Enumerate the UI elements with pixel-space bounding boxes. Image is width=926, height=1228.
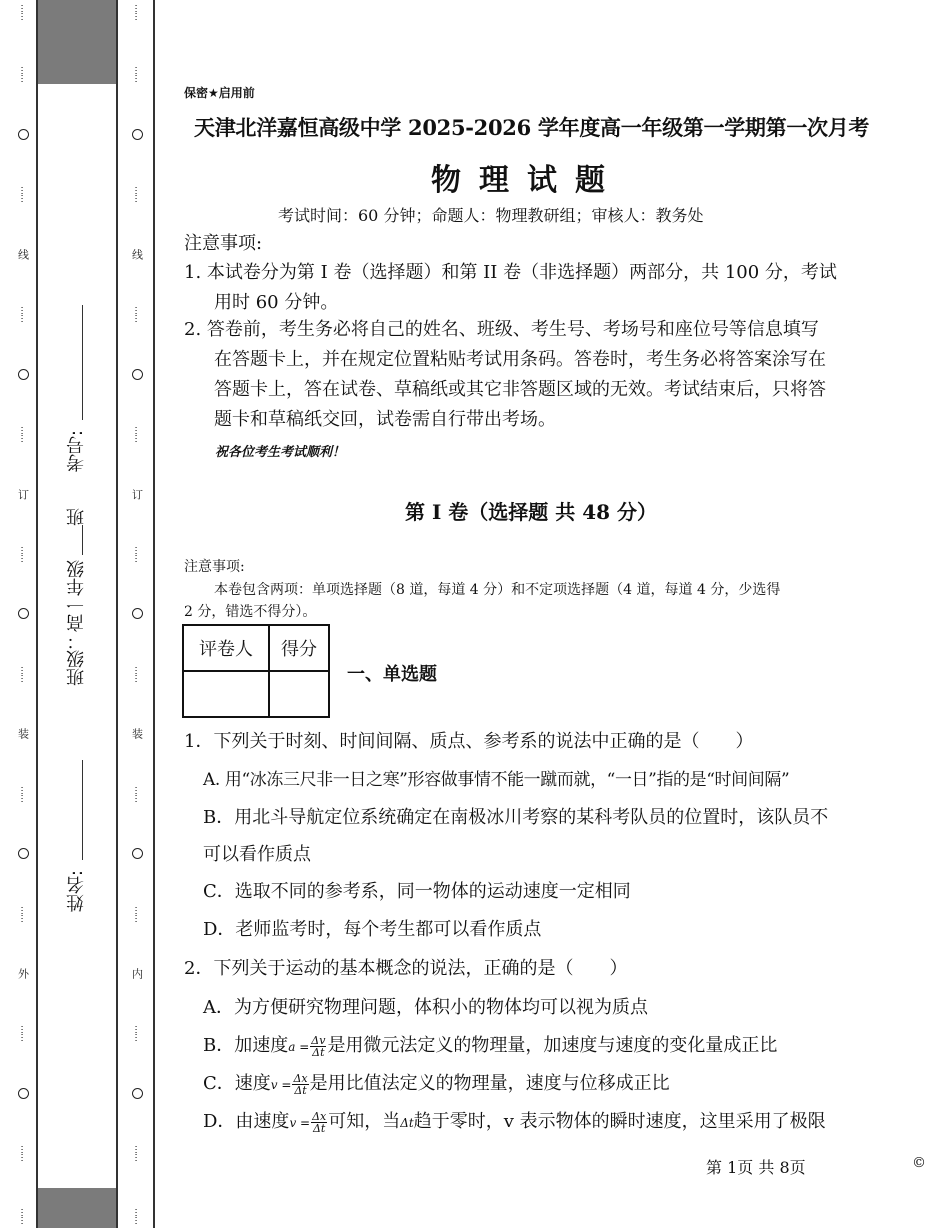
binding-hole-icon [18, 608, 29, 619]
binding-hole-icon [18, 369, 29, 380]
page-number: 第 1页 共 8页 [706, 1158, 806, 1177]
part1-notice-title: 注意事项: [184, 559, 245, 575]
binding-hole-icon [132, 369, 143, 380]
score-table [182, 624, 330, 718]
option-b-text: 是用微元法定义的物理量，加速度与速度的变化量成正比 [327, 1035, 778, 1056]
option-b-prefix: B．加速度 [203, 1035, 289, 1056]
fraction-numerator: Δv [311, 1033, 326, 1047]
question-2-option-b [203, 1028, 777, 1065]
notice-item-1-cont: 用时 60 分钟。 [214, 292, 339, 313]
acceleration-symbol: a = [288, 1040, 310, 1054]
notice-item-2-cont: 题卡和草稿纸交回，试卷需自行带出考场。 [214, 409, 556, 430]
exam-title: 天津北洋嘉恒高级中学 2025-2026 学年度高一年级第一学期第一次月考 [194, 115, 870, 140]
binding-hole-icon [132, 608, 143, 619]
score-header: 得分 [269, 625, 329, 671]
outer-dotted-cut-line: …… …… …… 线 …… …… 订 …… …… 装 …… …… 外 …… …… …… [16, 4, 30, 1224]
question-1-stem: 1．下列关于时刻、时间间隔、质点、参考系的说法中正确的是（ ） [184, 731, 754, 752]
inner-dotted-cut-line: …… …… …… 线 …… …… 订 …… …… 装 …… …… 内 …… …… …… [130, 4, 144, 1224]
question-1-option-a: A. 用“冰冻三尺非一日之寒”形容做事情不能一蹴而就，“一日”指的是“时间间隔” [203, 770, 790, 790]
part1-notice-line: 2 分，错选不得分）。 [184, 604, 317, 620]
question-1-option-c: C．选取不同的参考系，同一物体的运动速度一定相同 [203, 881, 631, 902]
binding-mark-inner: 内 [130, 968, 144, 979]
part1-title: 第 I 卷（选择题 共 48 分） [405, 500, 658, 524]
question-1-option-b-cont: 可以看作质点 [203, 844, 311, 865]
velocity-symbol: v = [289, 1116, 311, 1130]
option-d-text: 趋于零时，v 表示物体的瞬时速度，这里采用了极限 [413, 1111, 826, 1132]
binding-mark-outer: 外 [16, 968, 30, 979]
question-2-option-a: A．为方便研究物理问题，体积小的物体均可以视为质点 [203, 997, 648, 1018]
option-d-prefix: D．由速度 [203, 1111, 290, 1132]
option-d-mid: 可知，当 [328, 1111, 401, 1132]
question-1-option-d: D．老师监考时，每个考生都可以看作质点 [203, 919, 542, 940]
option-c-prefix: C．速度 [203, 1073, 271, 1094]
section-title: 一、单选题 [347, 664, 437, 685]
fraction-denominator: Δt [312, 1121, 326, 1135]
student-exam-no-field[interactable] [82, 305, 83, 420]
question-2-option-c [203, 1066, 670, 1103]
score-cell[interactable] [269, 671, 329, 717]
notice-item-1: 1. 本试卷分为第 I 卷（选择题）和第 II 卷（非选择题）两部分，共 100 分，考试 [184, 262, 837, 283]
binding-band-bottom [37, 1188, 116, 1228]
binding-hole-icon [18, 1088, 29, 1099]
binding-band-top [37, 0, 116, 84]
confidential-mark: 保密★启用前 [184, 86, 255, 100]
binding-mark-inner-order: 订 [130, 488, 144, 500]
grader-header: 评卷人 [183, 625, 269, 671]
velocity-symbol: v = [270, 1078, 292, 1092]
binding-border-left [36, 0, 38, 1228]
fraction-dv-dt [310, 1035, 326, 1058]
grader-cell[interactable] [183, 671, 269, 717]
exam-meta: 考试时间：60 分钟；命题人：物理教研组；审核人：教务处 [278, 206, 704, 225]
good-luck-note: 祝各位考生考试顺利！ [215, 445, 346, 460]
fraction-numerator: Δx [293, 1071, 308, 1085]
notice-item-2-cont: 答题卡上，答在试卷、草稿纸或其它非答题区域的无效。考试结束后，只将答 [214, 379, 826, 400]
notice-title: 注意事项: [184, 233, 263, 254]
question-1-option-b: B．用北斗导航定位系统确定在南极冰川考察的某科考队员的位置时，该队员不 [203, 807, 829, 828]
student-name-field[interactable] [82, 760, 83, 860]
binding-border-right [116, 0, 118, 1228]
student-name-label: 姓名: [66, 870, 87, 913]
corner-mark: © [912, 1155, 926, 1171]
option-c-text: 是用比值法定义的物理量，速度与位移成正比 [309, 1073, 670, 1094]
fraction-numerator: Δx [312, 1109, 327, 1123]
question-2-stem: 2．下列关于运动的基本概念的说法，正确的是（ ） [184, 958, 628, 979]
student-class-field[interactable] [82, 525, 83, 555]
student-exam-no-label: 考号: [66, 430, 87, 473]
student-class-label: 班级：高一年级 [66, 560, 87, 686]
binding-mark-outer-order: 订 [16, 488, 30, 500]
binding-hole-icon [132, 129, 143, 140]
student-class-suffix: 班 [66, 508, 87, 526]
binding-mark-inner-bind: 装 [130, 728, 144, 740]
fraction-dx-dt [311, 1111, 327, 1134]
part1-notice-line: 本卷包含两项：单项选择题（8 道，每道 4 分）和不定项选择题（4 道，每道 4 分，少选得 [214, 582, 781, 598]
binding-hole-icon [18, 129, 29, 140]
fraction-denominator: Δt [294, 1083, 307, 1097]
binding-hole-icon [132, 848, 143, 859]
fraction-denominator: Δt [312, 1045, 325, 1059]
notice-item-2-cont: 在答题卡上，并在规定位置粘贴考试用条码。答卷时，考生务必将答案涂写在 [214, 349, 826, 370]
content-left-border [153, 0, 155, 1228]
binding-mark-inner-line: 线 [130, 248, 144, 260]
binding-mark-outer-bind: 装 [16, 728, 30, 740]
notice-item-2: 2. 答卷前，考生务必将自己的姓名、班级、考生号、考场号和座位号等信息填写 [184, 319, 819, 340]
delta-t-symbol: Δt [400, 1116, 414, 1130]
binding-hole-icon [132, 1088, 143, 1099]
question-2-option-d [203, 1104, 826, 1141]
subject-title: 物理试题 [431, 163, 623, 198]
binding-hole-icon [18, 848, 29, 859]
fraction-dx-dt [292, 1073, 308, 1096]
binding-mark-outer-line: 线 [16, 248, 30, 260]
